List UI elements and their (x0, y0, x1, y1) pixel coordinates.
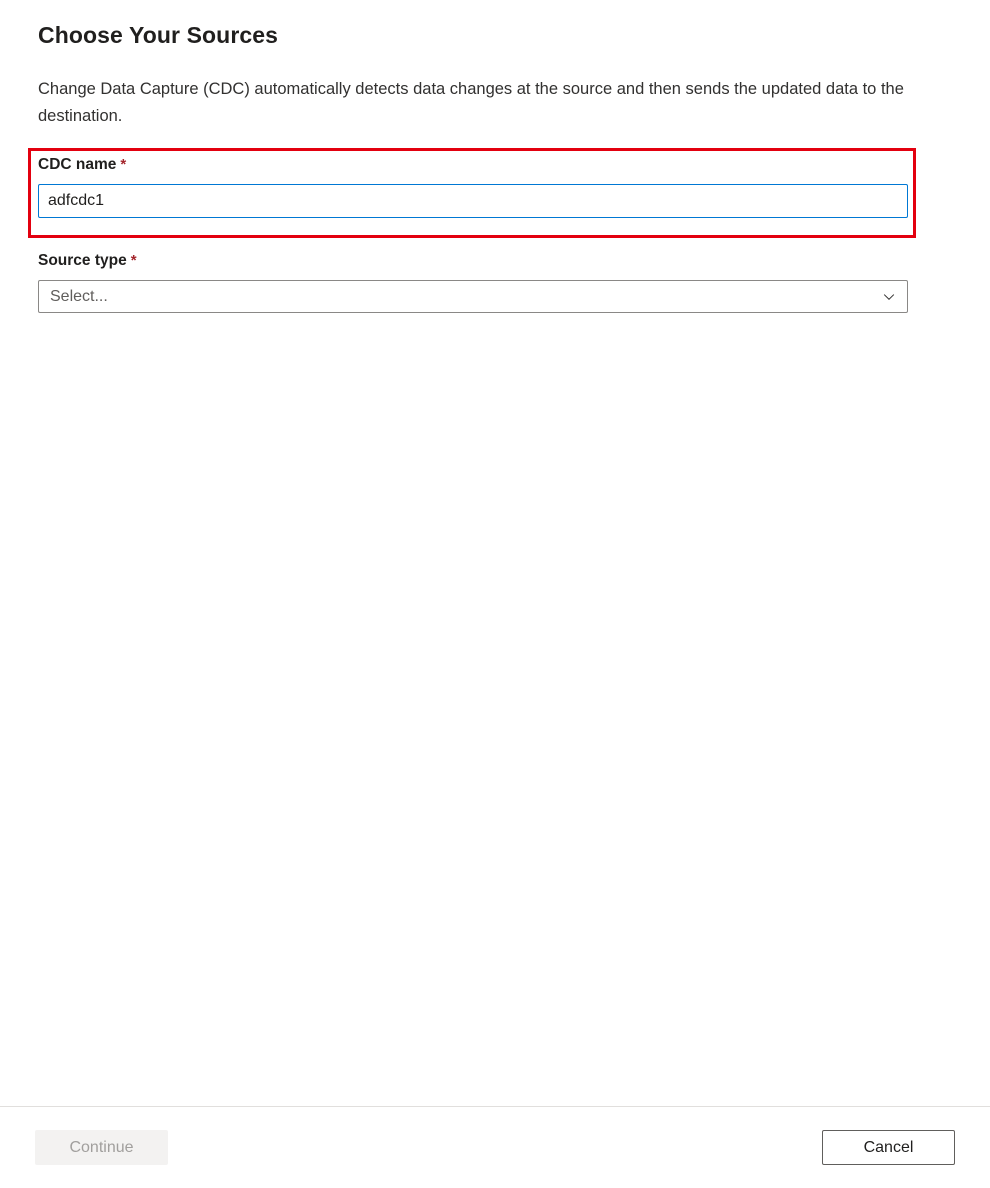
continue-button[interactable]: Continue (35, 1130, 168, 1165)
source-type-dropdown[interactable] (38, 280, 908, 313)
cdc-name-input[interactable] (38, 184, 908, 218)
chevron-down-icon (882, 290, 896, 304)
cancel-button[interactable]: Cancel (822, 1130, 955, 1165)
cdc-name-label-text: CDC name (38, 156, 117, 173)
source-type-required-marker: * (130, 252, 137, 269)
cdc-name-label (38, 156, 908, 174)
page-title: Choose Your Sources (38, 22, 279, 48)
page-description: Change Data Capture (CDC) automatically detects data changes at the source and then sends the updated data to the destination. (38, 80, 904, 125)
source-type-label (38, 252, 908, 270)
source-type-field-group (38, 252, 908, 313)
panel-footer (0, 1106, 990, 1188)
source-type-label-text: Source type (38, 252, 127, 269)
cdc-name-required-marker: * (120, 156, 127, 173)
source-type-selected-value: Select... (50, 287, 108, 305)
cdc-name-field-group (38, 156, 908, 218)
